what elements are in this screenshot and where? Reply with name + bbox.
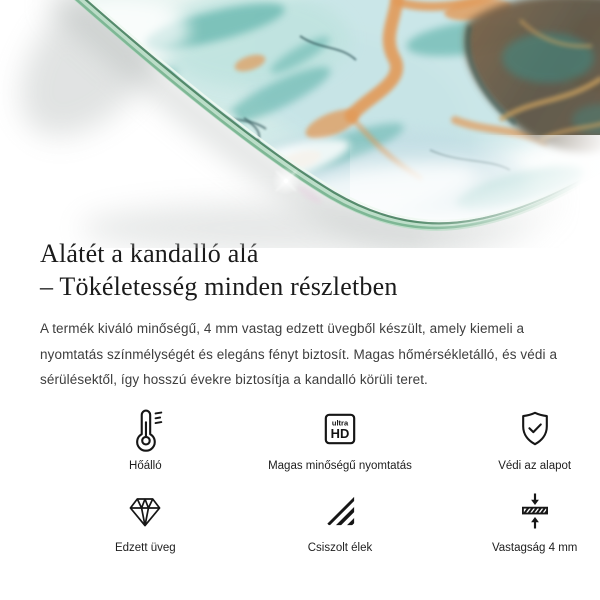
feature-grid — [48, 408, 600, 555]
feature-label: Vastagság 4 mm — [491, 541, 578, 554]
feature-polished-edges — [243, 490, 438, 555]
feature-tempered-glass — [48, 490, 243, 555]
feature-label: Csiszolt élek — [307, 541, 373, 554]
feature-label: Védi az alapot — [498, 459, 572, 472]
feature-heat-resistant — [48, 408, 243, 473]
feature-protects-base — [437, 408, 600, 473]
thermometer-icon — [122, 408, 168, 450]
ultra-hd-icon — [320, 408, 360, 450]
title-line-1: Alátét a kandalló alá — [40, 239, 259, 268]
feature-label: Edzett üveg — [114, 541, 176, 554]
product-description: A termék kiváló minőségű, 4 mm vastag edzett üvegből készült, amely kiemeli a nyomtatás színmélységét és elegáns fényt biztosít. Magas hőmérsékletálló, és védi a sérülésektől, így hosszú évekre biztosítja a kandalló körüli teret. — [40, 321, 558, 387]
svg-text:ultra: ultra — [331, 418, 349, 428]
feature-label: Magas minőségű nyomtatás — [268, 459, 412, 472]
svg-text:HD: HD — [330, 425, 350, 441]
glass-disc-artwork — [0, 0, 600, 248]
polished-edge-icon — [321, 490, 359, 532]
title-line-2: – Tökéletesség minden részletben — [40, 272, 398, 301]
shield-check-icon — [514, 408, 556, 450]
product-description-section — [0, 237, 600, 555]
thickness-icon — [515, 490, 555, 532]
product-image — [0, 0, 600, 232]
diamond-icon — [124, 490, 166, 532]
feature-label: Hőálló — [129, 459, 162, 472]
feature-thickness — [437, 490, 600, 555]
feature-print-quality — [243, 408, 438, 473]
